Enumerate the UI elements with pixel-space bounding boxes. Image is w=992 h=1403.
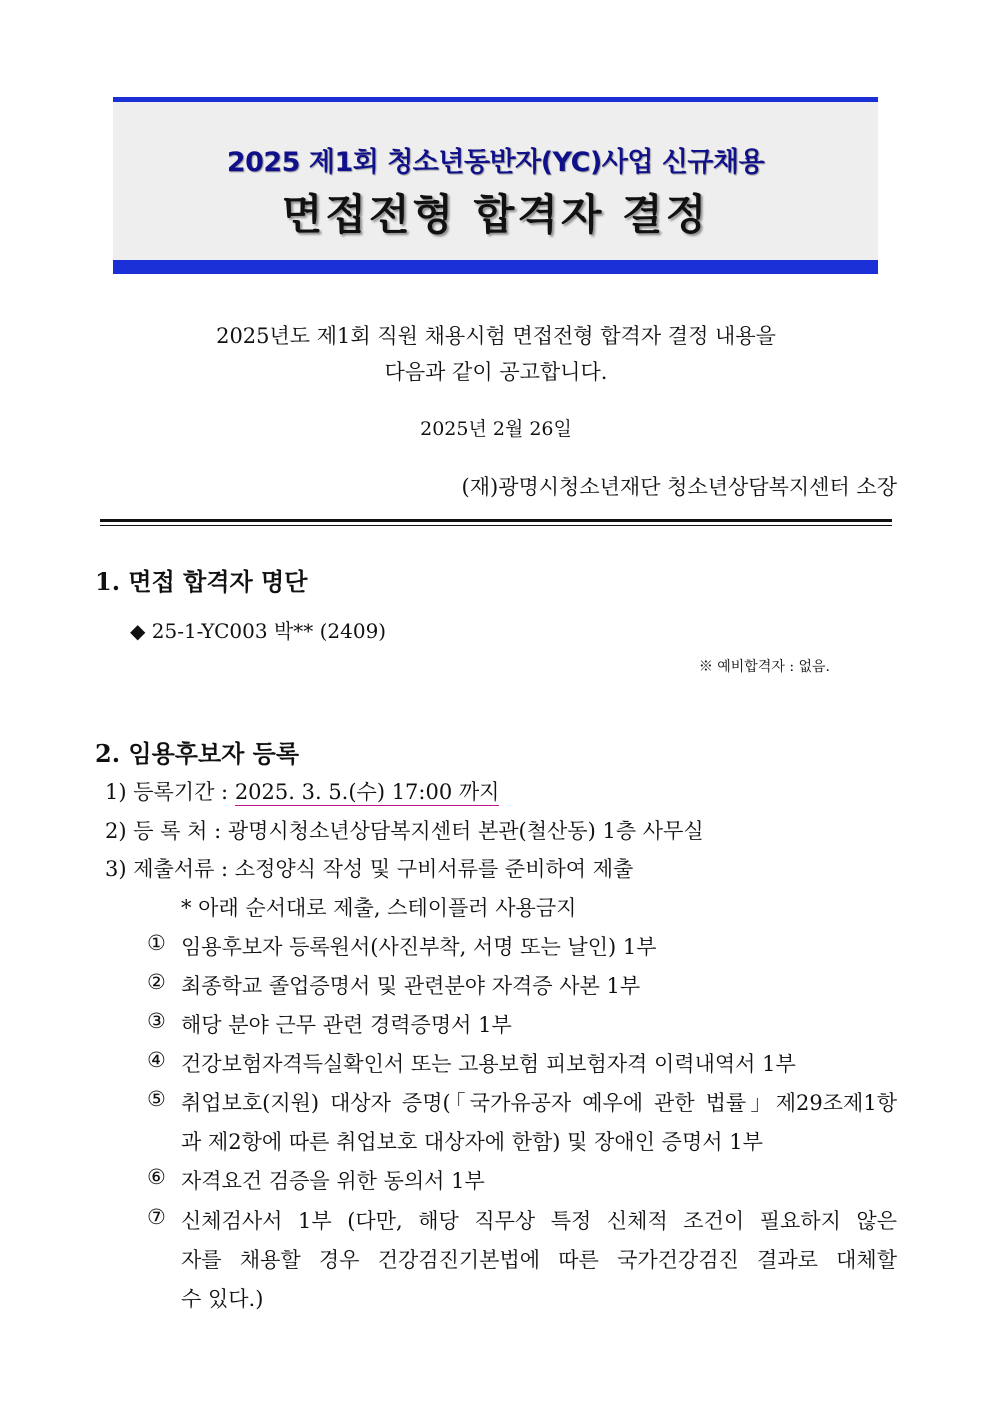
period-row bbox=[105, 776, 499, 806]
doc-item-2-num: ② bbox=[147, 970, 166, 994]
doc-item-1-num: ① bbox=[147, 931, 166, 955]
issuer: (재)광명시청소년재단 청소년상담복지센터 소장 bbox=[461, 475, 897, 499]
doc-item-6: 자격요건 검증을 위한 동의서 1부 bbox=[181, 1169, 485, 1193]
period-value: 2025. 3. 5.(수) 17:00 까지 bbox=[234, 780, 500, 804]
section-2-heading: 2. 임용후보자 등록 bbox=[95, 739, 300, 768]
doc-item-2: 최종학교 졸업증명서 및 관련분야 자격증 사본 1부 bbox=[181, 974, 641, 998]
title-banner bbox=[113, 97, 878, 274]
section-1-heading: 1. 면접 합격자 명단 bbox=[95, 567, 308, 596]
doc-item-7-num: ⑦ bbox=[147, 1205, 166, 1229]
doc-item-6-num: ⑥ bbox=[147, 1165, 166, 1189]
doc-item-3: 해당 분야 근무 관련 경력증명서 1부 bbox=[181, 1013, 512, 1037]
divider-thick bbox=[100, 519, 892, 522]
doc-item-7-line-2: 자를 채용할 경우 건강검진기본법에 따른 국가건강검진 결과로 대체할 bbox=[181, 1248, 897, 1272]
doc-item-1: 임용후보자 등록원서(사진부착, 서명 또는 날인) 1부 bbox=[181, 935, 657, 959]
banner-title: 면접전형 합격자 결정 bbox=[281, 190, 710, 239]
divider-thin bbox=[100, 525, 892, 526]
intro-line-2: 다음과 같이 공고합니다. bbox=[384, 360, 608, 384]
place-row: 2) 등 록 처 : 광명시청소년상담복지센터 본관(철산동) 1층 사무실 bbox=[105, 819, 704, 843]
doc-item-3-num: ③ bbox=[147, 1009, 166, 1033]
doc-item-4: 건강보험자격득실확인서 또는 고용보험 피보험자격 이력내역서 1부 bbox=[181, 1052, 796, 1076]
doc-item-7-line-1: 신체검사서 1부 (다만, 해당 직무상 특정 신체적 조건이 필요하지 않은 bbox=[181, 1209, 897, 1233]
passer-entry: ◆ 25-1-YC003 박** (2409) bbox=[130, 619, 387, 643]
banner-subtitle: 2025 제1회 청소년동반자(YC)사업 신규채용 bbox=[226, 147, 765, 178]
reserve-note: ※ 예비합격자 : 없음. bbox=[698, 659, 830, 675]
notice-date: 2025년 2월 26일 bbox=[420, 418, 572, 440]
docs-row: 3) 제출서류 : 소정양식 작성 및 구비서류를 준비하여 제출 bbox=[105, 857, 634, 881]
doc-item-7-line-3: 수 있다.) bbox=[181, 1287, 264, 1311]
period-label: 1) 등록기간 : bbox=[105, 780, 229, 804]
docs-note: * 아래 순서대로 제출, 스테이플러 사용금지 bbox=[181, 896, 577, 920]
doc-item-4-num: ④ bbox=[147, 1048, 166, 1072]
intro-line-1: 2025년도 제1회 직원 채용시험 면접전형 합격자 결정 내용을 bbox=[216, 324, 776, 348]
doc-item-5-line-1: 취업보호(지원) 대상자 증명(「국가유공자 예우에 관한 법률」제29조제1항 bbox=[181, 1091, 897, 1115]
doc-item-5-line-2: 과 제2항에 따른 취업보호 대상자에 한함) 및 장애인 증명서 1부 bbox=[181, 1130, 763, 1154]
doc-item-5-num: ⑤ bbox=[147, 1087, 166, 1111]
